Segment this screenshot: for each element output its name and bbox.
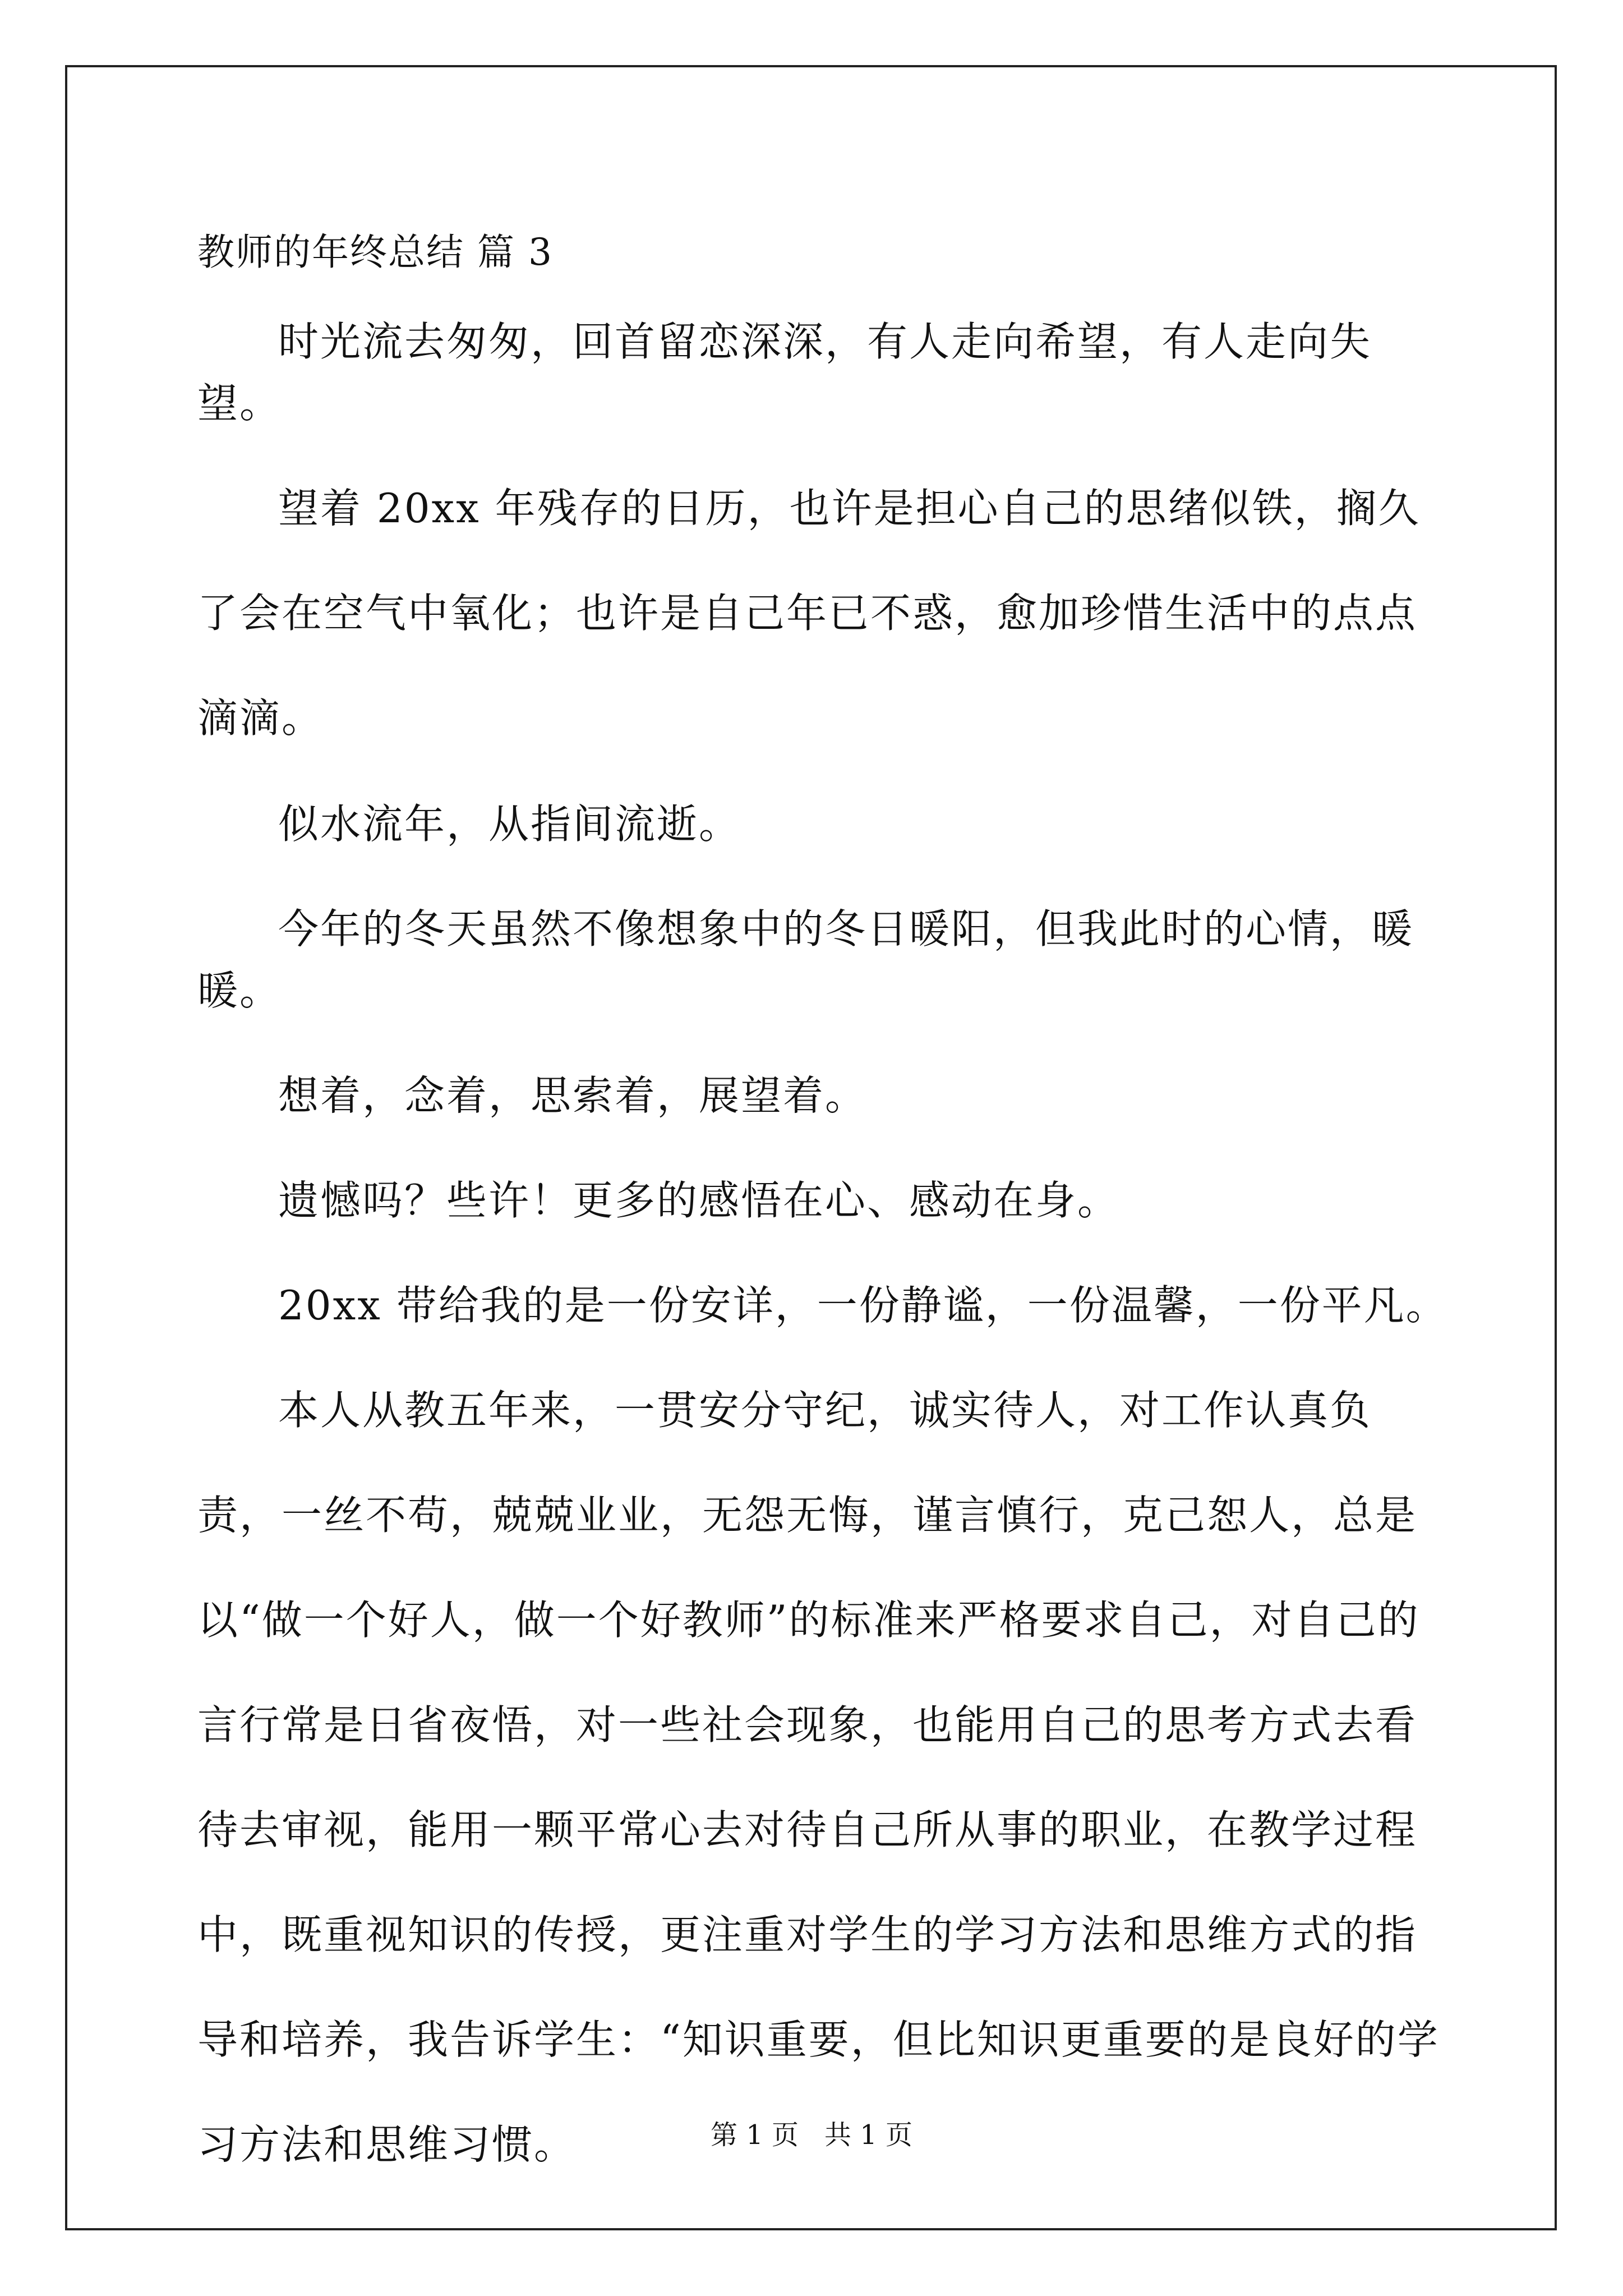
document-body [197, 311, 1448, 2240]
paragraph-1: 时光流去匆匆，回首留恋深深，有人走向希望，有人走向失望。 [197, 318, 1372, 427]
paragraph-7: 20xx 带给我的是一份安详，一份静谧，一份温馨，一份平凡。 [278, 1282, 1448, 1329]
page-footer [0, 2118, 1623, 2152]
paragraph-4: 今年的冬天虽然不像想象中的冬日暖阳，但我此时的心情，暖暖。 [197, 905, 1414, 1014]
page-total: 共 1 页 [824, 2119, 913, 2151]
paragraph-6: 遗憾吗？些许！更多的感悟在心、感动在身。 [278, 1177, 1120, 1224]
paragraph-8: 本人从教五年来，一贯安分守纪，诚实待人，对工作认真负责，一丝不苟，兢兢业业，无怨无悔，谨言慎行，克己恕人，总是以“做一个好人，做一个好教师”的标准来严格要求自己，对自己的言行常是日省夜悟，对一些社会现象，也能用自己的思考方式去看待去审视，能用一颗平常心去对待自己所从事的职业，在教学过程中，既重视知识的传授，更注重对学生的学习方法和思维方式的指导和培养，我告诉学生：“知识重要，但比知识更重要的是良好的学习方法和思维习惯。 [197, 1387, 1440, 2168]
document-title: 教师的年终总结 篇 3 [197, 231, 553, 274]
page-number: 第 1 页 [710, 2119, 799, 2151]
paragraph-5: 想着，念着，思索着，展望着。 [278, 1072, 868, 1119]
paragraph-2: 望着 20xx 年残存的日历，也许是担心自己的思绪似铁，搁久了会在空气中氧化；也许是自己年已不惑，愈加珍惜生活中的点点滴滴。 [197, 485, 1421, 742]
paragraph-3: 似水流年，从指间流逝。 [278, 800, 741, 848]
